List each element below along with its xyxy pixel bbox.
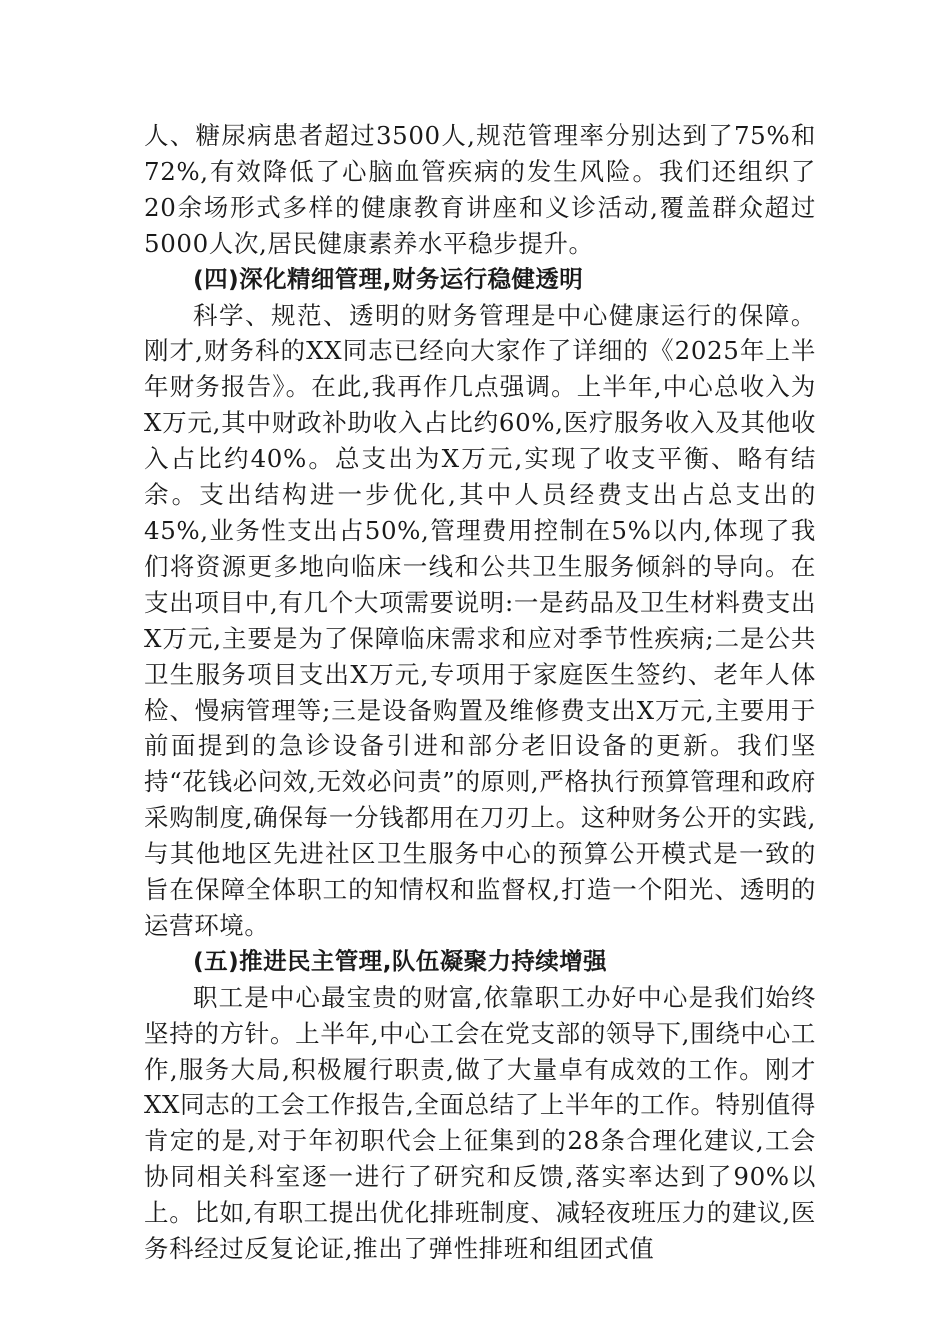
document-body [144, 118, 816, 1267]
paragraph-union-work: 职工是中心最宝贵的财富,依靠职工办好中心是我们始终坚持的方针。上半年,中心工会在党支部的领导下,围绕中心工作,服务大局,积极履行职责,做了大量卓有成效的工作。刚才XX同志的工会工作报告,全面总结了上半年的工作。特别值得肯定的是,对于年初职代会上征集到的28条合理化建议,工会协同相关科室逐一进行了研究和反馈,落实率达到了90%以上。比如,有职工提出优化排班制度、减轻夜班压力的建议,医务科经过反复论证,推出了弹性排班和组团式值 [144, 982, 816, 1264]
paragraph-finance: 科学、规范、透明的财务管理是中心健康运行的保障。刚才,财务科的XX同志已经向大家作了详细的《2025年上半年财务报告》。在此,我再作几点强调。上半年,中心总收入为X万元,其中财政补助收入占比约60%,医疗服务收入及其他收入占比约40%。总支出为X万元,实现了收支平衡、略有结余。支出结构进一步优化,其中人员经费支出占总支出的45%,业务性支出占50%,管理费用控制在5%以内,体现了我们将资源更多地向临床一线和公共卫生服务倾斜的导向。在支出项目中,有几个大项需要说明:一是药品及卫生材料费支出X万元,主要是为了保障临床需求和应对季节性疾病;二是公共卫生服务项目支出X万元,专项用于家庭医生签约、老年人体检、慢病管理等;三是设备购置及维修费支出X万元,主要用于前面提到的急诊设备引进和部分老旧设备的更新。我们坚持“花钱必问效,无效必问责”的原则,严格执行预算管理和政府采购制度,确保每一分钱都用在刀刃上。这种财务公开的实践,与其他地区先进社区卫生服务中心的预算公开模式是一致的旨在保障全体职工的知情权和监督权,打造一个阳光、透明的运营环境。 [144, 300, 816, 940]
paragraph-health-results: 人、糖尿病患者超过3500人,规范管理率分别达到了75%和72%,有效降低了心脑血管疾病的发生风险。我们还组织了20余场形式多样的健康教育讲座和义诊活动,覆盖群众超过5000人次,居民健康素养水平稳步提升。 [144, 121, 816, 258]
section-heading-finance: (四)深化精细管理,财务运行稳健透明 [193, 264, 584, 293]
section-heading-democratic-management: (五)推进民主管理,队伍凝聚力持续增强 [193, 946, 608, 975]
